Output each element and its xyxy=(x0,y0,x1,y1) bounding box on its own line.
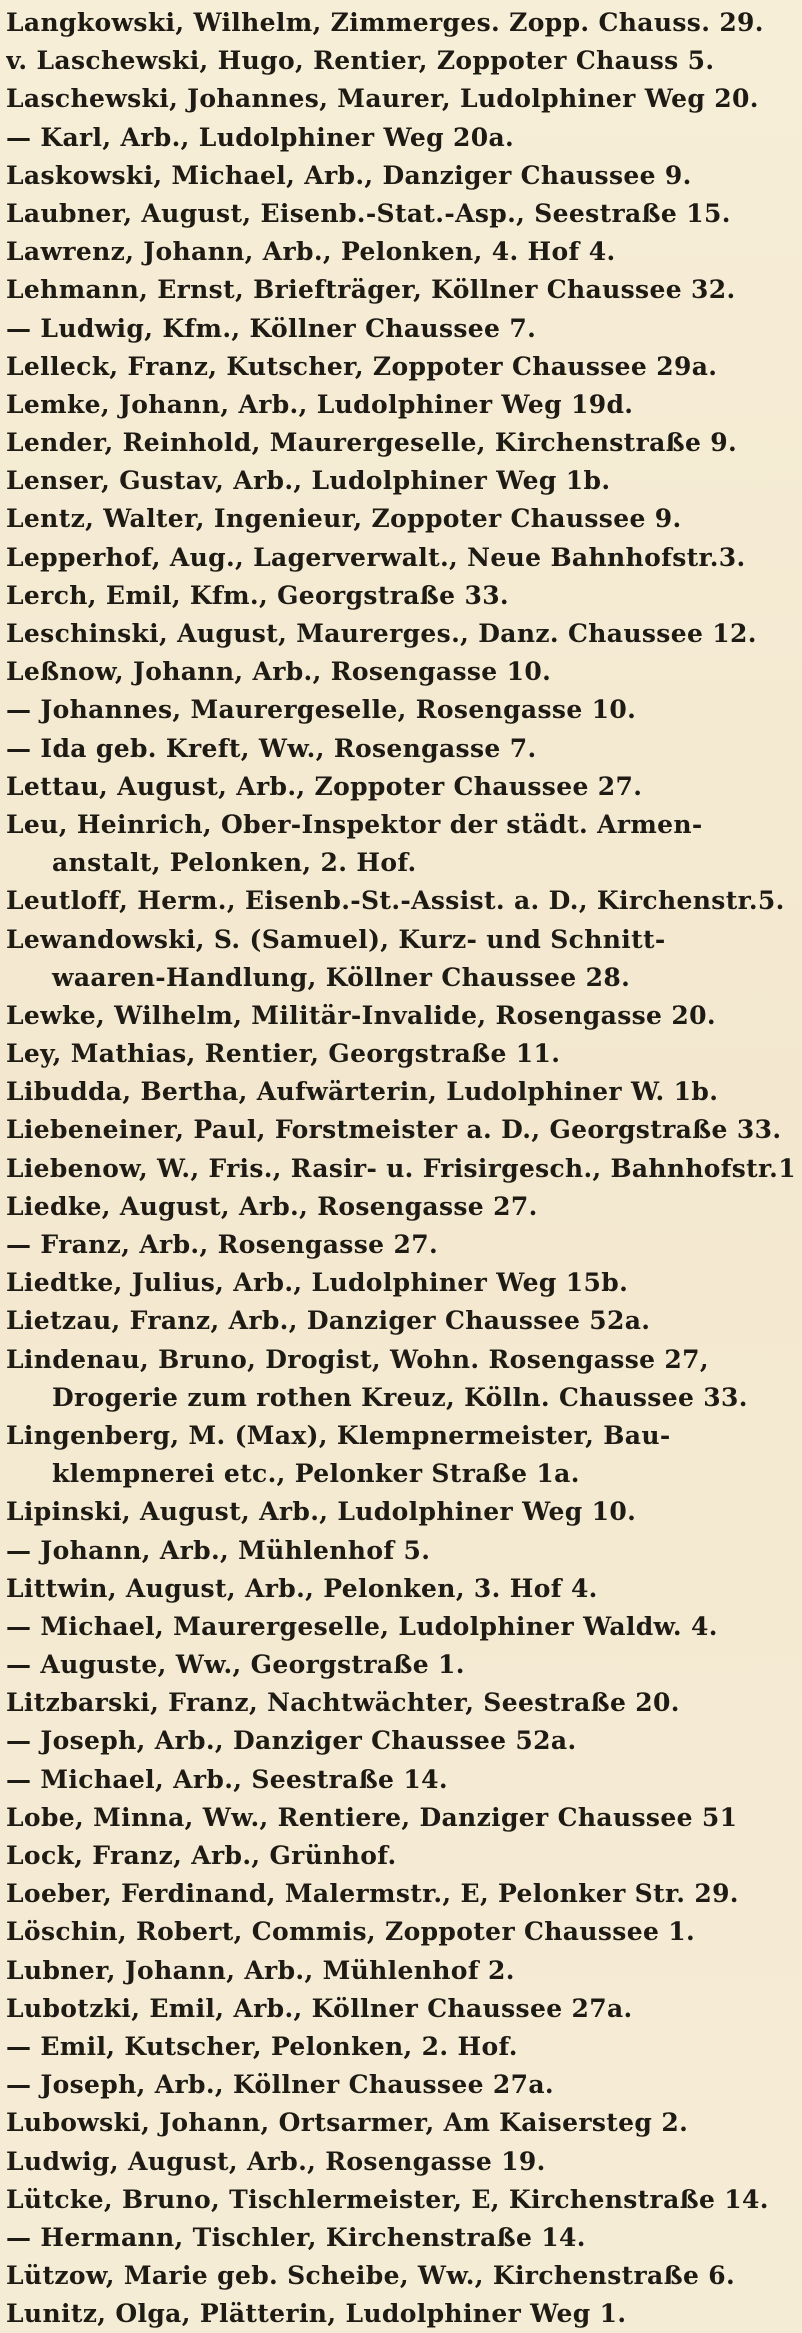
directory-entry-continuation: anstalt, Pelonken, 2. Hof. xyxy=(52,848,417,878)
directory-entry-line: — Michael, Maurergeselle, Ludolphiner Waldw. 4. xyxy=(6,1611,718,1641)
directory-entry-line: Lubner, Johann, Arb., Mühlenhof 2. xyxy=(6,1955,515,1985)
directory-entry-line: Laskowski, Michael, Arb., Danziger Chaussee 9. xyxy=(6,160,692,190)
directory-entry-line: Ley, Mathias, Rentier, Georgstraße 11. xyxy=(6,1039,561,1069)
directory-entry-line: Laubner, August, Eisenb.-Stat.-Asp., Seestraße 15. xyxy=(6,198,731,228)
directory-entry-line: — Emil, Kutscher, Pelonken, 2. Hof. xyxy=(6,2031,518,2061)
directory-entry-line: Lietzau, Franz, Arb., Danziger Chaussee 52a. xyxy=(6,1306,651,1336)
directory-entry-line: Löschin, Robert, Commis, Zoppoter Chaussee 1. xyxy=(6,1917,696,1947)
directory-entry-line: v. Laschewski, Hugo, Rentier, Zoppoter Chauss 5. xyxy=(6,46,715,76)
directory-entry-line: Lemke, Johann, Arb., Ludolphiner Weg 19d. xyxy=(6,389,634,419)
directory-entry-line: — Auguste, Ww., Georgstraße 1. xyxy=(6,1650,465,1680)
directory-entry-line: Laschewski, Johannes, Maurer, Ludolphiner Weg 20. xyxy=(6,84,759,114)
directory-entry-line: Lindenau, Bruno, Drogist, Wohn. Rosengasse 27, xyxy=(6,1344,709,1374)
directory-entry-line: Lunitz, Olga, Plätterin, Ludolphiner Weg 1. xyxy=(6,2299,627,2329)
directory-entry-line: — Johann, Arb., Mühlenhof 5. xyxy=(6,1535,431,1565)
directory-entry-continuation: klempnerei etc., Pelonker Straße 1a. xyxy=(52,1459,580,1489)
directory-entry-line: Lehmann, Ernst, Briefträger, Köllner Chaussee 32. xyxy=(6,275,736,305)
directory-entry-line: — Joseph, Arb., Danziger Chaussee 52a. xyxy=(6,1726,577,1756)
directory-entry-line: — Joseph, Arb., Köllner Chaussee 27a. xyxy=(6,2070,554,2100)
directory-entry-line: Lewke, Wilhelm, Militär-Invalide, Rosengasse 20. xyxy=(6,1000,716,1030)
directory-entry-line: Ludwig, August, Arb., Rosengasse 19. xyxy=(6,2146,546,2176)
directory-entry-line: Lubowski, Johann, Ortsarmer, Am Kaisersteg 2. xyxy=(6,2108,689,2138)
directory-entry-line: Liebenow, W., Fris., Rasir- u. Frisirgesch., Bahnhofstr.1 xyxy=(6,1153,796,1183)
directory-entry-line: Lelleck, Franz, Kutscher, Zoppoter Chaussee 29a. xyxy=(6,351,718,381)
directory-entry-line: — Ludwig, Kfm., Köllner Chaussee 7. xyxy=(6,313,537,343)
directory-entry-line: — Michael, Arb., Seestraße 14. xyxy=(6,1764,448,1794)
directory-entry-line: Lentz, Walter, Ingenieur, Zoppoter Chaussee 9. xyxy=(6,504,682,534)
directory-entry-line: Lützow, Marie geb. Scheibe, Ww., Kirchenstraße 6. xyxy=(6,2261,736,2291)
directory-entry-line: Lobe, Minna, Ww., Rentiere, Danziger Chaussee 51 xyxy=(6,1802,738,1832)
directory-entry-continuation: waaren-Handlung, Köllner Chaussee 28. xyxy=(52,962,631,992)
directory-entry-line: Lütcke, Bruno, Tischlermeister, E, Kirchenstraße 14. xyxy=(6,2184,769,2214)
directory-entry-line: Litzbarski, Franz, Nachtwächter, Seestraße 20. xyxy=(6,1688,680,1718)
directory-entry-line: Langkowski, Wilhelm, Zimmerges. Zopp. Chauss. 29. xyxy=(6,8,764,37)
directory-entry-line: Lewandowski, S. (Samuel), Kurz- und Schnitt- xyxy=(6,924,666,954)
directory-column xyxy=(6,4,796,2333)
directory-entry-line: Lubotzki, Emil, Arb., Köllner Chaussee 27a. xyxy=(6,1993,633,2023)
directory-entry-line: Leu, Heinrich, Ober-Inspektor der städt. Armen- xyxy=(6,809,703,839)
directory-entry-continuation: Drogerie zum rothen Kreuz, Kölln. Chaussee 33. xyxy=(52,1382,748,1412)
directory-entry-line: Lepperhof, Aug., Lagerverwalt., Neue Bahnhofstr.3. xyxy=(6,542,746,572)
directory-entry-line: Leutloff, Herm., Eisenb.-St.-Assist. a. D., Kirchenstr.5. xyxy=(6,886,785,916)
directory-entry-line: Lender, Reinhold, Maurergeselle, Kirchenstraße 9. xyxy=(6,428,738,458)
directory-entry-line: Leßnow, Johann, Arb., Rosengasse 10. xyxy=(6,657,552,687)
directory-entry-line: Liedtke, Julius, Arb., Ludolphiner Weg 15b. xyxy=(6,1268,629,1298)
directory-entry-line: Lettau, August, Arb., Zoppoter Chaussee 27. xyxy=(6,771,643,801)
directory-entry-line: Lock, Franz, Arb., Grünhof. xyxy=(6,1841,397,1870)
directory-entry-line: Littwin, August, Arb., Pelonken, 3. Hof 4. xyxy=(6,1573,598,1603)
directory-entry-line: Lawrenz, Johann, Arb., Pelonken, 4. Hof 4. xyxy=(6,237,616,267)
directory-entry-line: Loeber, Ferdinand, Malermstr., E, Pelonker Str. 29. xyxy=(6,1879,739,1909)
directory-entry-line: — Hermann, Tischler, Kirchenstraße 14. xyxy=(6,2222,586,2252)
directory-entry-line: Lerch, Emil, Kfm., Georgstraße 33. xyxy=(6,580,509,610)
directory-entry-line: Liedke, August, Arb., Rosengasse 27. xyxy=(6,1191,538,1221)
directory-entry-line: — Franz, Arb., Rosengasse 27. xyxy=(6,1230,439,1259)
directory-entry-line: Lingenberg, M. (Max), Klempnermeister, Bau- xyxy=(6,1420,671,1450)
directory-entry-line: Liebeneiner, Paul, Forstmeister a. D., Georgstraße 33. xyxy=(6,1115,782,1145)
directory-entry-line: — Ida geb. Kreft, Ww., Rosengasse 7. xyxy=(6,733,537,763)
directory-entry-line: Lipinski, August, Arb., Ludolphiner Weg 10. xyxy=(6,1497,637,1527)
directory-entry-line: — Karl, Arb., Ludolphiner Weg 20a. xyxy=(6,122,515,152)
directory-entry-line: Leschinski, August, Maurerges., Danz. Chaussee 12. xyxy=(6,619,757,648)
directory-entry-line: — Johannes, Maurergeselle, Rosengasse 10. xyxy=(6,695,637,725)
directory-entry-line: Libudda, Bertha, Aufwärterin, Ludolphiner W. 1b. xyxy=(6,1077,719,1107)
directory-entry-line: Lenser, Gustav, Arb., Ludolphiner Weg 1b. xyxy=(6,466,611,496)
